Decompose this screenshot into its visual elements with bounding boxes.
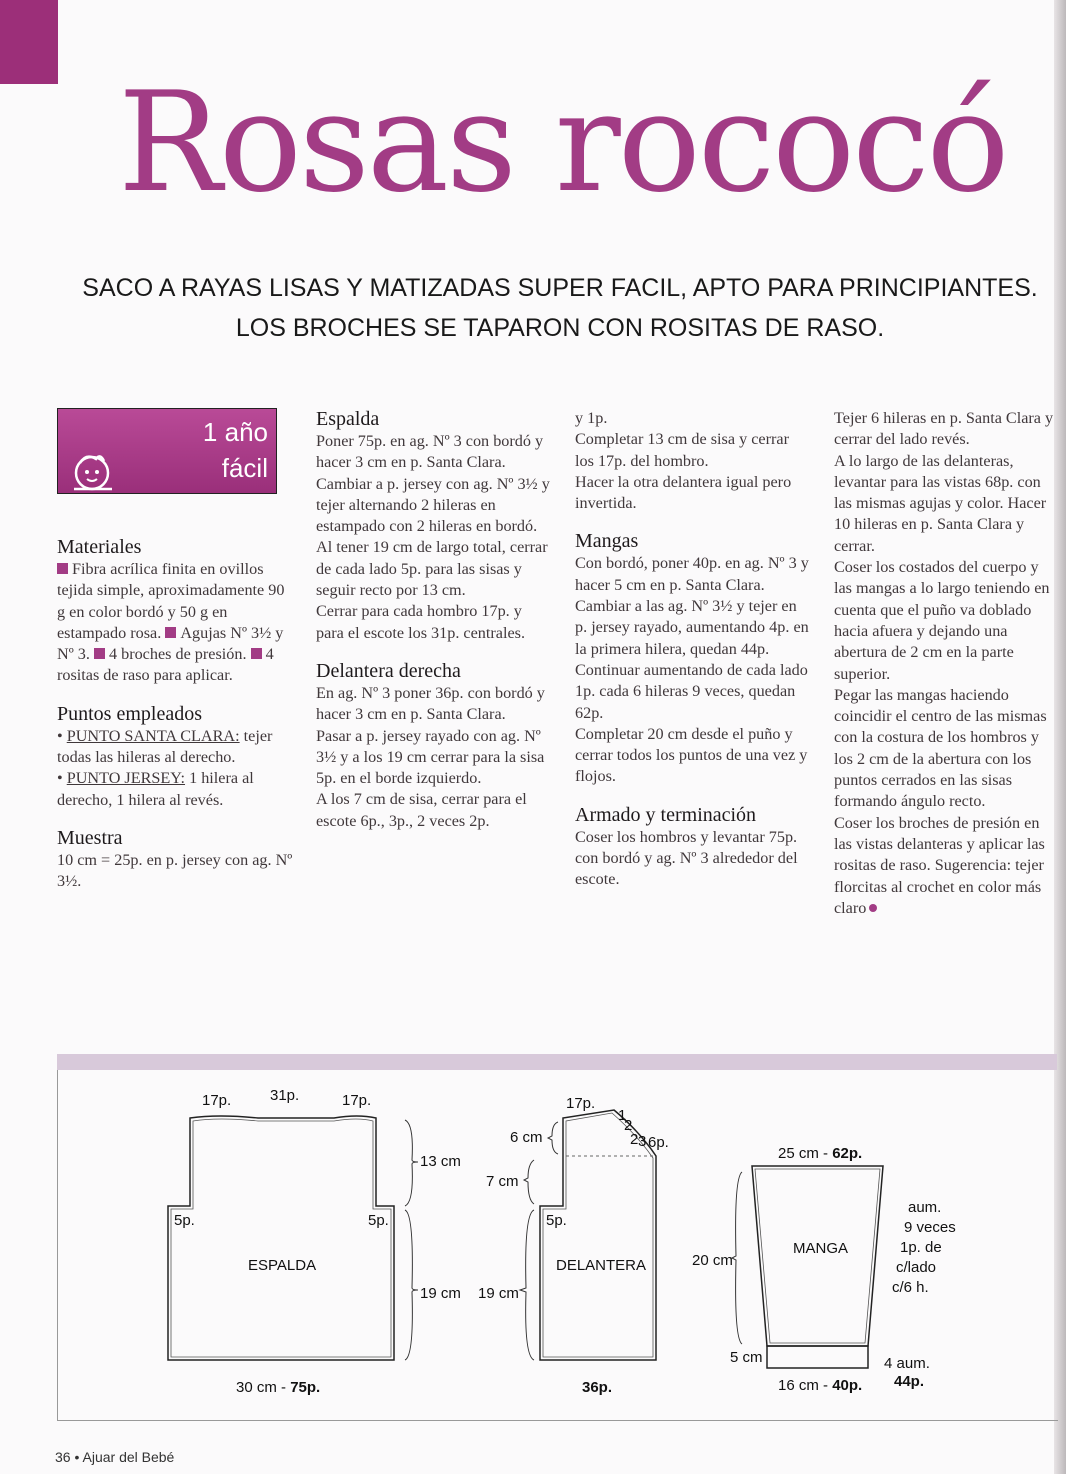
heading-puntos: Puntos empleados xyxy=(57,702,202,725)
delantera-step-5: Completar 13 cm de sisa y cerrar los 17p. del hombro. xyxy=(575,430,789,470)
materials-text xyxy=(57,559,293,687)
delantera-width: 36p. xyxy=(582,1379,613,1396)
neck-step-3: 2 xyxy=(630,1131,639,1148)
espalda-shoulder-left: 17p. xyxy=(202,1092,232,1109)
neck-step-4: 3 xyxy=(638,1133,647,1150)
espalda-step-4: Cerrar para cada hombro 17p. y para el escote los 31p. centrales. xyxy=(316,602,525,642)
badge-level: fácil xyxy=(221,453,268,483)
espalda-step-1: Poner 75p. en ag. Nº 3 con bordó y hacer 3 cm en p. Santa Clara. xyxy=(316,432,544,472)
delantera-step-6: Hacer la otra delantera igual pero invertida. xyxy=(575,472,792,513)
stitch-2-text: 1 hilera al derecho, 1 hilera al revés. xyxy=(57,769,254,809)
delantera-piece xyxy=(478,1095,669,1396)
manga-first-inc: 4 aum. xyxy=(884,1355,930,1372)
bullet-square-icon xyxy=(165,627,176,638)
column-3 xyxy=(575,408,811,907)
bullet-square-icon xyxy=(94,648,105,659)
bullet-square-icon xyxy=(57,563,68,574)
inc-note-2: 9 veces xyxy=(904,1219,956,1236)
page-title: Rosas rococó xyxy=(118,62,1007,223)
inc-note-1: aum. xyxy=(908,1199,942,1216)
gauge-text: 10 cm = 25p. en p. jersey con ag. Nº 3½. xyxy=(57,850,293,891)
espalda-piece xyxy=(168,1087,461,1396)
manga-cuff: 5 cm xyxy=(730,1349,763,1366)
stitch-2: • PUNTO JERSEY: 1 hilera al derecho, 1 hilera al revés. xyxy=(57,769,254,809)
armado-step-5: Pegar las mangas haciendo coincidir el centro de las mismas con la costura de los hombros y los 2 cm de la abertura con los puntos cerrados en las sisas formando ángulo recto. xyxy=(834,685,1047,811)
delantera-height-bottom: 19 cm xyxy=(478,1285,519,1302)
heading-delantera: Delantera derecha xyxy=(316,659,461,682)
mangas-step-3: Continuar aumentando de cada lado 1p. cada 6 hileras 9 veces, quedan 62p. xyxy=(575,660,808,722)
heading-armado: Armado y terminación xyxy=(575,803,757,826)
diagram-header-band xyxy=(57,1054,1057,1070)
espalda-height-bottom: 19 cm xyxy=(420,1285,461,1302)
armado-step-1: Coser los hombros y levantar 75p. con bordó y ag. Nº 3 alrededor del escote. xyxy=(575,827,798,889)
column-1 xyxy=(57,536,293,909)
manga-bottom: 16 cm - 40p. xyxy=(778,1377,863,1394)
manga-piece xyxy=(692,1145,956,1394)
inc-note-4: c/lado xyxy=(896,1259,937,1276)
page-number: 36 xyxy=(55,1449,71,1465)
inc-note-5: c/6 h. xyxy=(892,1279,929,1296)
mangas-step-4: Completar 20 cm desde el puño y cerrar todos los puntos de una vez y flojos. xyxy=(575,724,808,786)
armado-step-4: Coser los costados del cuerpo y las mangas a lo largo teniendo en cuenta que el puño va doblado hacia afuera y dejando una abertura de 2 cm en la parte superior. xyxy=(834,558,1050,683)
espalda-sisa-right: 5p. xyxy=(368,1212,389,1229)
stitch-1: • PUNTO SANTA CLARA: tejer todas las hileras al derecho. xyxy=(57,726,273,767)
bullet-square-icon xyxy=(251,648,262,659)
manga-first-inc-pts: 44p. xyxy=(894,1373,925,1390)
material-4: 4 rositas de raso para aplicar. xyxy=(57,645,274,685)
neck-step-2: 2 xyxy=(624,1117,633,1134)
espalda-step-2: Cambiar a p. jersey con ag. Nº 3½ y tejer alternando 2 hileras en estampado con 2 hileras en bordó. xyxy=(316,474,550,536)
delantera-step-2: Pasar a p. jersey rayado con ag. Nº 3½ y a los 19 cm cerrar para la sisa 5p. en el borde izquierdo. xyxy=(316,726,545,788)
subtitle xyxy=(60,268,1060,348)
armado-step-2: Tejer 6 hileras en p. Santa Clara y cerrar del lado revés. xyxy=(834,409,1054,449)
column-2 xyxy=(316,408,552,848)
pattern-diagram-box xyxy=(57,1070,1058,1421)
heading-materiales: Materiales xyxy=(57,536,142,558)
badge-age: 1 año xyxy=(202,417,268,447)
pattern-diagram xyxy=(58,1070,1058,1420)
delantera-step-1: En ag. Nº 3 poner 36p. con bordó y hacer 3 cm en p. Santa Clara. xyxy=(316,683,545,724)
armado-step-6-text: Coser los broches de presión en las vistas delanteras y aplicar las rositas de raso. Sugerencia: tejer florcitas al crochet en color más claro xyxy=(834,813,1045,917)
delantera-step-4: y 1p. xyxy=(575,409,608,427)
manga-height: 20 cm xyxy=(692,1252,733,1269)
column-4 xyxy=(834,408,1056,919)
corner-color-block xyxy=(0,0,58,84)
heading-muestra: Muestra xyxy=(57,826,123,849)
espalda-label: ESPALDA xyxy=(248,1257,317,1274)
espalda-width: 30 cm - 75p. xyxy=(236,1379,321,1396)
stitch-1-name: PUNTO SANTA CLARA: xyxy=(66,726,240,745)
subtitle-line-1: SACO A RAYAS LISAS Y MATIZADAS SUPER FACIL, APTO PARA PRINCIPIANTES. xyxy=(82,274,1038,302)
magazine-name: Ajuar del Bebé xyxy=(82,1449,175,1465)
neck-step-5: 6p. xyxy=(648,1134,669,1151)
subtitle-line-2: LOS BROCHES SE TAPARON CON ROSITAS DE RASO. xyxy=(235,314,885,342)
armado-step-6 xyxy=(834,813,1056,919)
armado-step-3: A lo largo de las delanteras, levantar para las vistas 68p. con las mismas agujas y color. Hacer 10 hileras en p. Santa Clara y cerrar. xyxy=(834,451,1047,555)
delantera-height-neck: 6 cm xyxy=(510,1129,543,1146)
material-1: Fibra acrílica finita en ovillos tejida simple, aproximadamente 90 g en color bordó y 50 g en estampado rosa. xyxy=(57,560,285,642)
heading-mangas: Mangas xyxy=(575,530,639,553)
mangas-step-2: Cambiar a las ag. Nº 3½ y tejer en p. jersey rayado, aumentando 4p. en la primera hilera, quedan 44p. xyxy=(575,597,809,658)
page-footer: 36 • Ajuar del Bebé xyxy=(55,1449,175,1465)
espalda-height-top: 13 cm xyxy=(420,1153,461,1170)
delantera-step-3: A los 7 cm de sisa, cerrar para el escote 6p., 3p., 2 veces 2p. xyxy=(316,790,527,830)
neck-step-1: 1 xyxy=(618,1107,627,1124)
material-3: 4 broches de presión. xyxy=(108,645,247,664)
stitch-2-name: PUNTO JERSEY: xyxy=(66,769,186,788)
delantera-sisa: 5p. xyxy=(546,1212,567,1229)
inc-note-3: 1p. de xyxy=(900,1239,942,1256)
delantera-height-sisa: 7 cm xyxy=(486,1173,519,1190)
manga-top: 25 cm - 62p. xyxy=(778,1145,863,1162)
baby-face-icon xyxy=(66,449,122,493)
mangas-step-1: Con bordó, poner 40p. en ag. Nº 3 y hacer 5 cm en p. Santa Clara. xyxy=(575,554,809,594)
heading-espalda: Espalda xyxy=(316,408,380,430)
manga-label: MANGA xyxy=(793,1240,849,1257)
espalda-neck: 31p. xyxy=(270,1087,300,1104)
stitch-1-text: tejer todas las hileras al derecho. xyxy=(57,726,273,767)
espalda-sisa-left: 5p. xyxy=(174,1212,195,1229)
difficulty-badge xyxy=(57,408,277,494)
espalda-shoulder-right: 17p. xyxy=(342,1092,372,1109)
espalda-step-3: Al tener 19 cm de largo total, cerrar de cada lado 5p. para las sisas y seguir recto por 13 cm. xyxy=(316,538,548,600)
delantera-label: DELANTERA xyxy=(556,1257,647,1274)
end-dot-icon xyxy=(869,904,877,912)
material-2: Agujas Nº 3½ y Nº 3. xyxy=(57,623,284,664)
delantera-shoulder: 17p. xyxy=(566,1095,596,1112)
